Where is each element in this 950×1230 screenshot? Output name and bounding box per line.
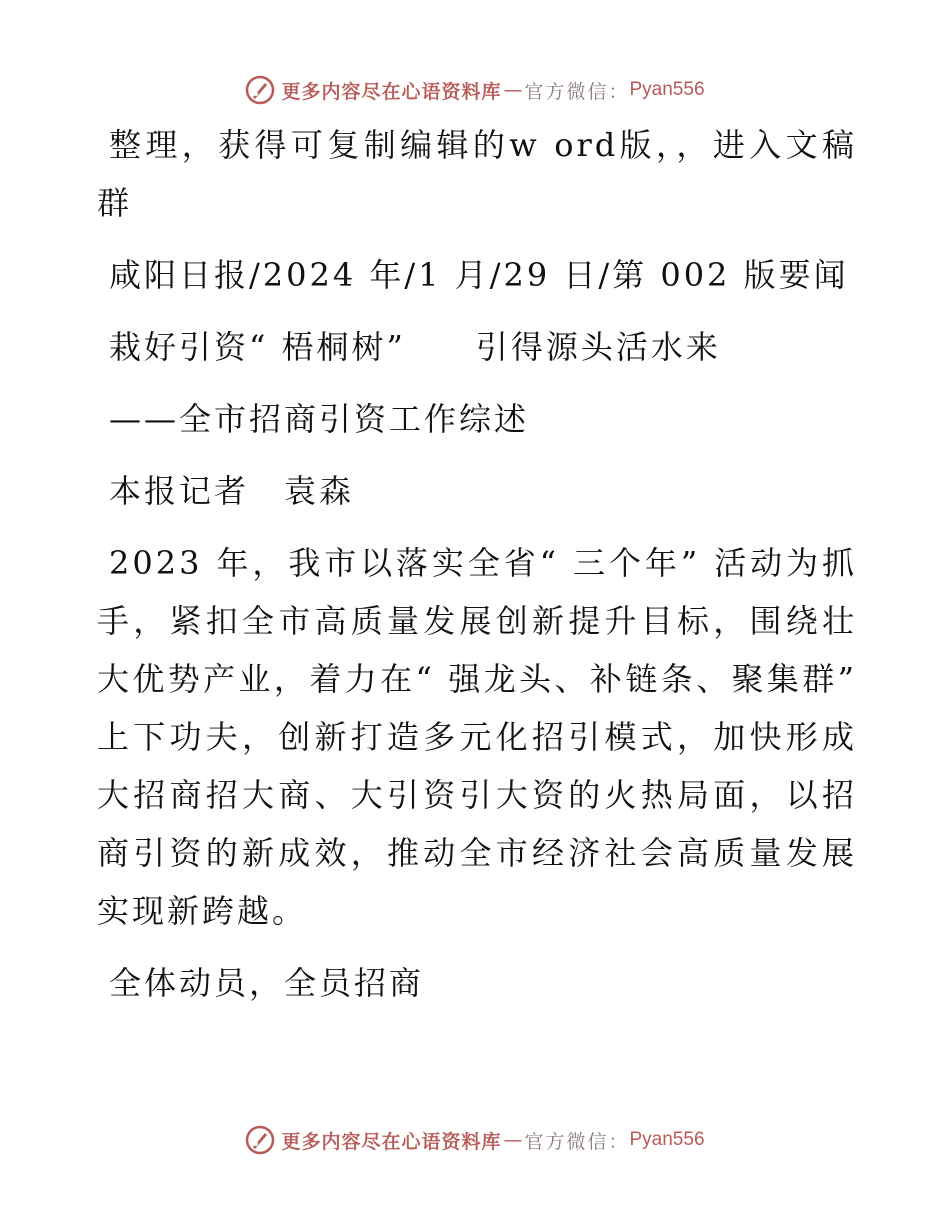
watermark-text: 更多内容尽在心语资料库 xyxy=(281,80,502,103)
byline: 本报记者 袁森 xyxy=(109,472,355,510)
bottom-watermark xyxy=(0,1120,950,1160)
quill-logo-icon xyxy=(245,1125,275,1155)
watermark-id: Pyan556 xyxy=(629,79,705,100)
source-line: 咸阳日报/2024 年/1 月/29 日/第 002 版要闻 xyxy=(109,256,849,294)
watermark-dash: — xyxy=(503,79,523,101)
watermark-label: 官方微信： xyxy=(524,80,630,103)
section-heading: 全体动员，全员招商 xyxy=(109,964,425,1002)
article-title: 栽好引资“ 梧桐树” 引得源头活水来 xyxy=(109,328,721,366)
watermark-id: Pyan556 xyxy=(629,1129,705,1150)
watermark-label: 官方微信： xyxy=(524,1130,630,1153)
watermark-dash: — xyxy=(503,1129,523,1151)
intro-paragraph: 整理，获得可复制编辑的w ord版，，进入文稿群 xyxy=(97,126,857,222)
watermark-text: 更多内容尽在心语资料库 xyxy=(281,1130,502,1153)
body-paragraph: 2023 年，我市以落实全省“ 三个年” 活动为抓手，紧扣全市高质量发展创新提升目标，围绕壮大优势产业，着力在“ 强龙头、补链条、聚集群” 上下功夫，创新打造多元化招引模式，加快形成大招商招大商、大引资引大资的火热局面，以招商引资的新成效，推动全市经济社会高质量发展实现新跨越。 xyxy=(97,544,857,930)
article-subtitle: ——全市招商引资工作综述 xyxy=(109,400,530,438)
quill-logo-icon xyxy=(245,75,275,105)
top-watermark xyxy=(0,70,950,110)
document-body xyxy=(97,116,857,1012)
